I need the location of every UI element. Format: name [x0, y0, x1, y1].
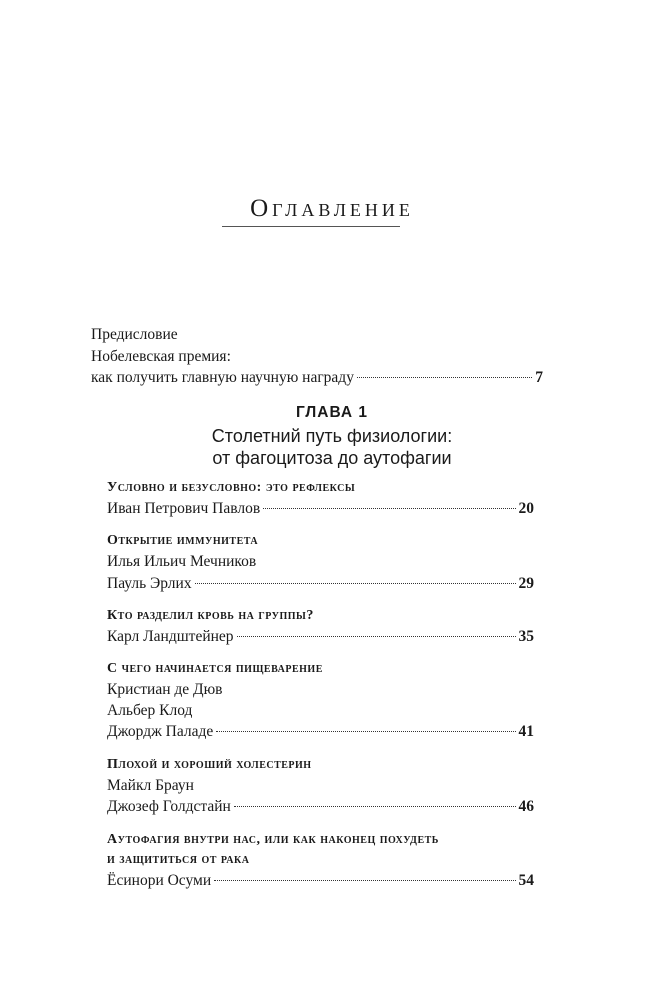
page-number: 54	[518, 872, 534, 889]
page-title: Оглавление	[250, 195, 414, 222]
leader-dots	[234, 805, 516, 807]
chapter-subtitle-line-1: Столетний путь физиологии:	[211, 426, 453, 446]
entry-name: Иван Петрович Павлов	[107, 500, 261, 517]
preface-line-2: Нобелевская премия:	[91, 348, 231, 365]
section-heading: Аутофагия внутри нас, или как наконец похудеть	[107, 832, 439, 847]
page-number: 46	[518, 798, 534, 815]
leader-dots	[214, 879, 515, 881]
section-heading: Открытие иммунитета	[107, 533, 259, 548]
toc-entry[interactable]	[107, 871, 534, 891]
section-heading-continued: и защититься от рака	[107, 852, 250, 867]
entry-name: Ёсинори Осуми	[107, 872, 212, 889]
toc-entry[interactable]	[107, 574, 534, 594]
entry-name: Майкл Браун	[107, 777, 194, 794]
title-underline	[222, 226, 400, 227]
chapter-subtitle-line-2: от фагоцитоза до аутофагии	[212, 448, 452, 468]
section-heading: Кто разделил кровь на группы?	[107, 608, 314, 623]
leader-dots	[195, 582, 516, 584]
entry-name: Альбер Клод	[107, 702, 193, 719]
leader-dots	[237, 635, 516, 637]
section-heading: Плохой и хороший холестерин	[107, 757, 312, 772]
toc-entry-preface[interactable]	[91, 368, 543, 388]
entry-name: Джозеф Голдстайн	[107, 798, 231, 815]
chapter-label: ГЛАВА 1	[295, 404, 368, 421]
page-number: 20	[518, 500, 534, 517]
preface-line-1: Предисловие	[91, 326, 178, 343]
toc-entry[interactable]	[107, 627, 534, 647]
entry-name: Карл Ландштейнер	[107, 628, 234, 645]
entry-name: Кристиан де Дюв	[107, 681, 223, 698]
toc-entry[interactable]	[107, 797, 534, 817]
leader-dots	[357, 376, 532, 378]
section-heading: Условно и безусловно: это рефлексы	[107, 480, 356, 495]
section-heading: С чего начинается пищеварение	[107, 661, 323, 676]
leader-dots	[263, 507, 515, 509]
entry-name: Джордж Паладе	[107, 723, 214, 740]
toc-entry[interactable]	[107, 499, 534, 519]
page-number: 35	[518, 628, 534, 645]
page-number: 29	[518, 575, 534, 592]
entry-name: Пауль Эрлих	[107, 575, 192, 592]
toc-entry[interactable]	[107, 722, 534, 742]
page-number: 41	[518, 723, 534, 740]
page-number: 7	[535, 369, 543, 386]
entry-text: как получить главную научную награду	[91, 369, 354, 386]
leader-dots	[216, 730, 515, 732]
entry-name: Илья Ильич Мечников	[107, 553, 257, 570]
